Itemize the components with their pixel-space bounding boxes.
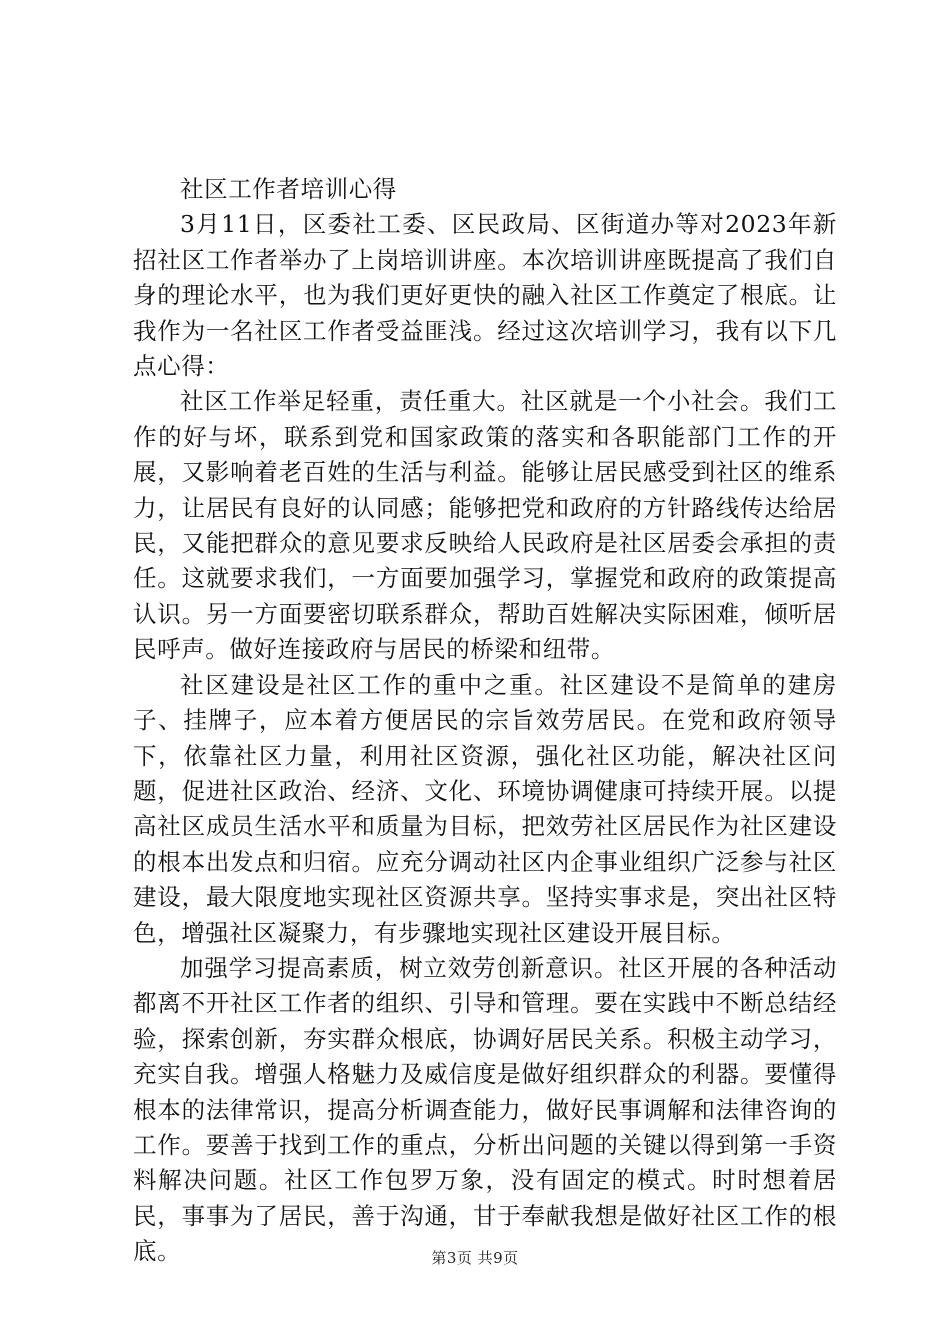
paragraph-2: 社区工作举足轻重，责任重大。社区就是一个小社会。我们工作的好与坏，联系到党和国家政策的落实和各职能部门工作的开展，又影响着老百姓的生活与利益。能够让居民感受到社区的维系力，让居民有良好的认同感；能够把党和政府的方针路线传达给居民，又能把群众的意见要求反映给人民政府是社区居委会承担的责任。这就要求我们，一方面要加强学习，掌握党和政府的政策提高认识。另一方面要密切联系群众，帮助百姓解决实际困难，倾听居民呼声。做好连接政府与居民的桥梁和纽带。 <box>133 387 837 664</box>
paragraph-1: 3月11日，区委社工委、区民政局、区街道办等对2023年新招社区工作者举办了上岗培训讲座。本次培训讲座既提高了我们自身的理论水平，也为我们更好更快的融入社区工作奠定了根底。让我作为一名社区工作者受益匪浅。经过这次培训学习，我有以下几点心得： <box>133 210 837 381</box>
paragraph-3: 社区建设是社区工作的重中之重。社区建设不是简单的建房子、挂牌子，应本着方便居民的宗旨效劳居民。在党和政府领导下，依靠社区力量，利用社区资源，强化社区功能，解决社区问题，促进社区政治、经济、文化、环境协调健康可持续开展。以提高社区成员生活水平和质量为目标，把效劳社区居民作为社区建设的根本出发点和归宿。应充分调动社区内企事业组织广泛参与社区建设，最大限度地实现社区资源共享。坚持实事求是，突出社区特色，增强社区凝聚力，有步骤地实现社区建设开展目标。 <box>133 670 837 947</box>
paragraph-4: 加强学习提高素质，树立效劳创新意识。社区开展的各种活动都离不开社区工作者的组织、引导和管理。要在实践中不断总结经验，探索创新，夯实群众根底，协调好居民关系。积极主动学习，充实自我。增强人格魅力及威信度是做好组织群众的利器。要懂得根本的法律常识，提高分析调查能力，做好民事调解和法律咨询的工作。要善于找到工作的重点，分析出问题的关键以得到第一手资料解决问题。社区工作包罗万象，没有固定的模式。时时想着居民，事事为了居民，善于沟通，甘于奉献我想是做好社区工作的根底。 <box>133 953 837 1266</box>
document-title: 社区工作者培训心得 <box>180 175 397 203</box>
page-footer: 第3页 共9页 <box>431 1249 519 1267</box>
document-body <box>133 172 837 1270</box>
